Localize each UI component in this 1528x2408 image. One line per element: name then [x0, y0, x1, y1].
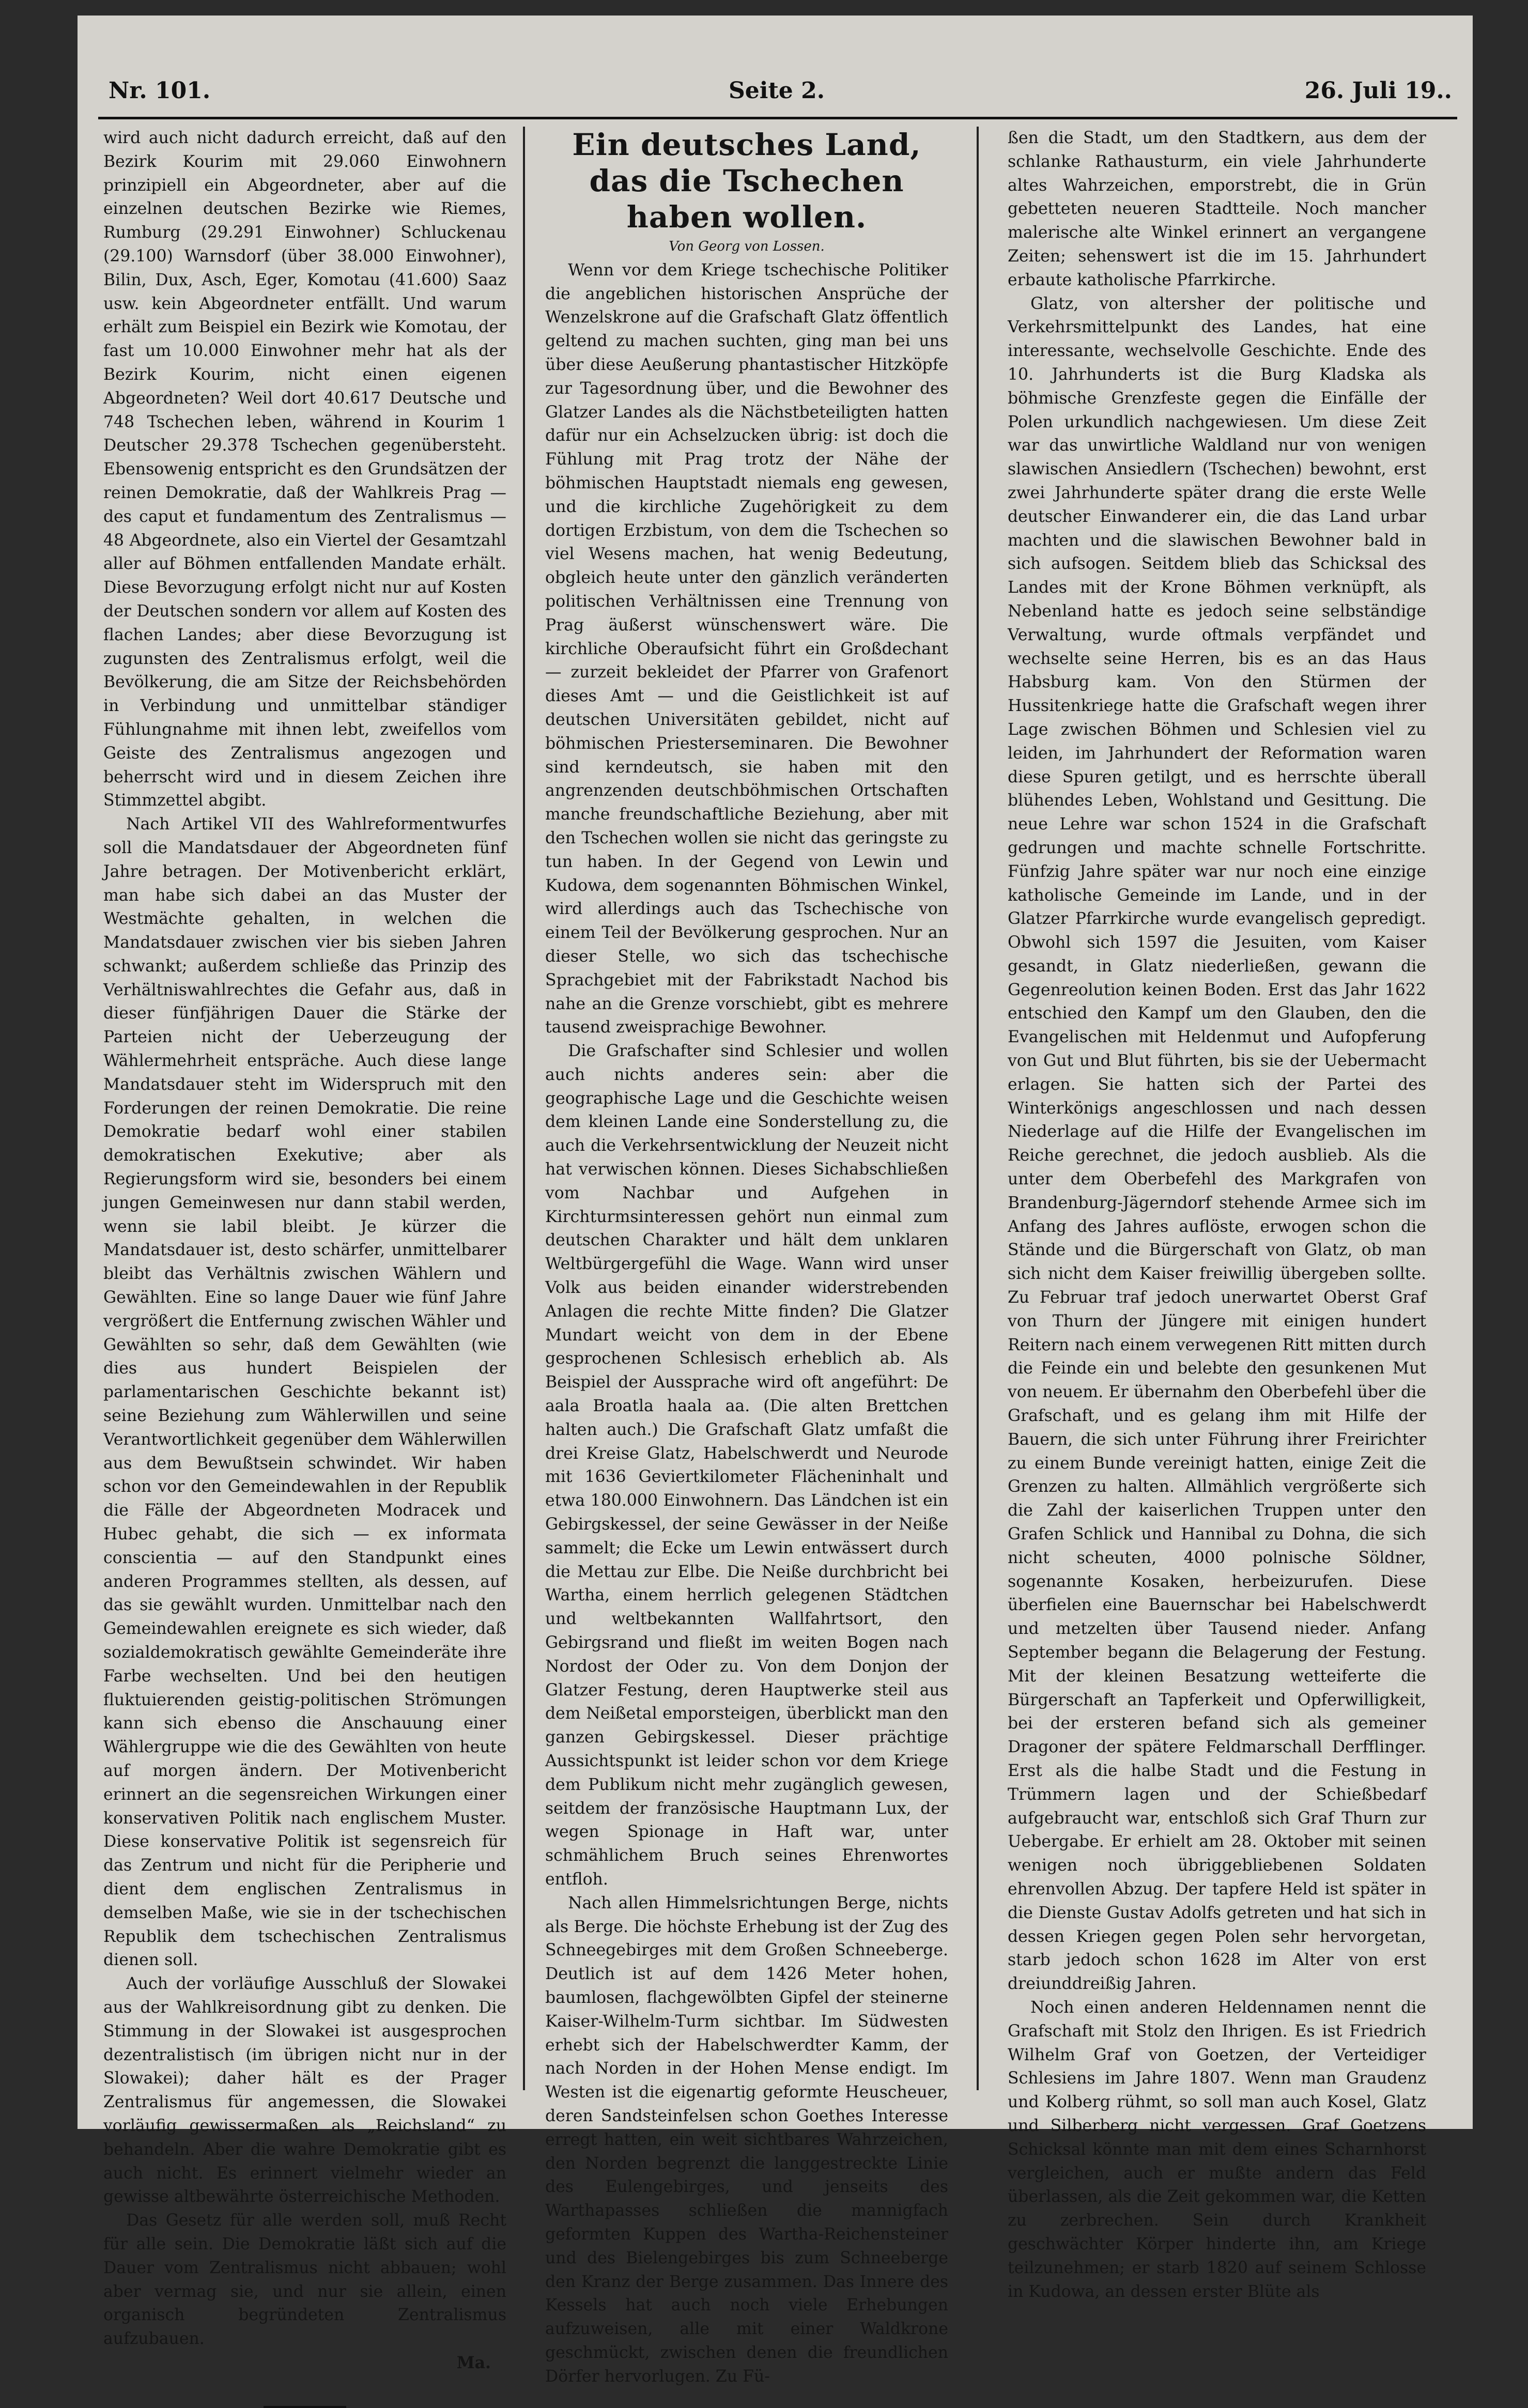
paragraph: Wenn vor dem Kriege tschechische Politiker die angeblichen historischen Ansprüche der Wenzelskrone auf die Grafschaft Glatz öffentlich geltend zu machen suchten, ging man bei uns über diese Aeußerung phantastischer Hitzköpfe zur Tagesordnung über, und die Bewohner des Glatzer Landes als die Nächstbeteiligten hatten dafür nur ein Achselzucken übrig: ist doch die Fühlung mit Prag trotz der Nähe der böhmischen Hauptstadt niemals eng gewesen, und die kirchliche Zugehörigkeit zu dem dortigen Erzbistum, von dem die Tschechen so viel Wesens machen, hat wenig Bedeutung, obgleich heute unter den gänzlich veränderten politischen Verhältnissen eine Trennung von Prag äußerst wünschenswert wäre. Die kirchliche Oberaufsicht führt ein Großdechant — zurzeit bekleidet der Pfarrer von Grafenort dieses Amt — und die Geistlichkeit ist auf deutschen Universitäten gebildet, nicht auf böhmischen Priesterseminaren. Die Bewohner sind kerndeutsch, sie haben mit den angrenzenden deutschböhmischen Ortschaften manche freundschaftliche Beziehung, aber mit den Tschechen wollen sie nicht das geringste zu tun haben. In der Gegend von Lewin und Kudowa, dem sogenannten Böhmischen Winkel, wird allerdings auch das Tschechische von einem Teil der Bevölkerung gesprochen. Nur an dieser Stelle, wo sich das tschechische Sprachgebiet mit der Fabrikstadt Nachod bis nahe an die Grenze vorschiebt, gibt es mehrere tausend zweisprachige Bewohner.	[545, 260, 948, 1037]
paragraph: ßen die Stadt, um den Stadtkern, aus dem der schlanke Rathausturm, ein viele Jahrhunderte altes Wahrzeichen, emporstrebt, die in Grün gebetteten neueren Stadtteile. Noch mancher malerische alte Winkel erinnert an vergangene Zeiten; sehenswert ist die im 15. Jahrhundert erbaute katholische Pfarrkirche.	[1008, 129, 1426, 289]
header-rule	[98, 117, 1457, 119]
column-2	[545, 127, 948, 2386]
column-1	[103, 127, 506, 2372]
column-divider	[523, 127, 525, 2090]
paragraph: Glatz, von altersher der politische und Verkehrsmittelpunkt des Landes, hat eine interessante, wechselvolle Geschichte. Ende des 10. Jahrhunderts ist die Burg Kladska als böhmische Grenzfeste gegen die Einfälle der Polen urkundlich nachgewiesen. Um diese Zeit war das unwirtliche Waldland nur von wenigen slawischen Ansiedlern (Tschechen) bewohnt, erst zwei Jahrhunderte später drang die erste Welle deutscher Einwanderer ein, die das Land urbar machten und die slawischen Bewohner bald in sich aufsogen. Seitdem blieb das Schicksal des Landes mit der Krone Böhmen verknüpft, als Nebenland hatte es jedoch seine selbständige Verwaltung, wurde oftmals verpfändet und wechselte seine Herren, bis es an das Haus Habsburg kam. Von den Stürmen der Hussitenkriege hatte die Grafschaft wegen ihrer Lage zwischen Böhmen und Schlesien viel zu leiden, im Jahrhundert der Reformation waren diese Spuren getilgt, und es herrschte überall blühendes Leben, Wohlstand und Gesittung. Die neue Lehre war schon 1524 in die Grafschaft gedrungen und machte schnelle Fortschritte. Fünfzig Jahre später war nur noch eine einzige katholische Gemeinde im Lande, und in der Glatzer Pfarrkirche wurde evangelisch gepredigt. Obwohl sich 1597 die Jesuiten, vom Kaiser gesandt, in Glatz niederließen, gewann die Gegenreolution keinen Boden. Erst das Jahr 1622 entschied den Kampf um den Glauben, den die Evangelischen mit Heldenmut und Aufopferung von Gut und Blut führten, bis sie der Uebermacht erlagen. Sie hatten sich der Partei des Winterkönigs angeschlossen und nach dessen Niederlage auf die Hilfe der Evangelischen im Reiche gerechnet, die jedoch ausblieb. Als die unter dem Oberbefehl des Markgrafen von Brandenburg-Jägerndorf stehende Armee sich im Anfang des Jahres auflöste, erwogen schon die Stände und die Bürgerschaft von Glatz, ob man sich nicht dem Kaiser freiwillig übergeben sollte. Zu Februar traf jedoch unerwartet Oberst Graf von Thurn der Jüngere mit einigen hundert Reitern nach einem verwegenen Ritt mitten durch die Feinde ein und belebte den gesunkenen Mut von neuem. Er übernahm den Oberbefehl über die Grafschaft, und es gelang ihm mit Hilfe der Bauern, die sich unter Führung ihrer Freirichter zu einem Bunde vereinigt hatten, einige Zeit die Grenzen zu halten. Allmählich vergrößerte sich die Zahl der kaiserlichen Truppen unter den Grafen Schlick und Hannibal zu Dohna, die sich nicht scheuten, 4000 polnische Söldner, sogenannte Kosaken, herbeizurufen. Diese überfielen eine Bauernschar bei Habelschwerdt und metzelten über Tausend nieder. Anfang September begann die Belagerung der Festung. Mit der kleinen Besatzung wetteiferte die Bürgerschaft an Tapferkeit und Opferwilligkeit, bei der ersteren befand sich als gemeiner Dragoner der spätere Feldmarschall Derfflinger. Erst als die halbe Stadt und die Festung in Trümmern lagen und der Schießbedarf aufgebraucht war, entschloß sich Graf Thurn zur Uebergabe. Er erhielt am 28. Oktober mit seinen wenigen noch übriggebliebenen Soldaten ehrenvollen Abzug. Der tapfere Held ist später in die Dienste Gustav Adolfs getreten und hat sich in dessen Kriegen gegen Polen sehr hervorgetan, starb jedoch schon 1628 im Alter von erst dreiunddreißig Jahren.	[1008, 294, 1426, 1994]
paragraph: Das Gesetz für alle werden soll, muß Recht für alle sein. Die Demokratie läßt sich auf die Dauer vom Zentralismus nicht abbauen; wohl aber vermag sie, und nur sie allein, einen organisch begründeten Zentralismus aufzubauen.	[103, 2211, 506, 2349]
paragraph: Noch einen anderen Heldennamen nennt die Grafschaft mit Stolz den Ihrigen. Es ist Friedrich Wilhelm Graf von Goetzen, der Verteidiger Schlesiens im Jahre 1807. Wenn man Graudenz und Kolberg rühmt, so soll man auch Kosel, Glatz und Silberberg nicht vergessen. Graf Goetzens Schicksal könnte man mit dem eines Scharnhorst vergleichen, auch er mußte andern das Feld überlassen, als die Zeit gekommen war, die Ketten zu zerbrechen. Sein durch Krankheit geschwächter Körper hinderte ihn, am Kriege teilzunehmen; er starb 1820 auf seinem Schlosse in Kudowa, an dessen erster Blüte als	[1008, 1998, 1426, 2301]
paragraph: Nach Artikel VII des Wahlreformentwurfes soll die Mandatsdauer der Abgeordneten fünf Jahre betragen. Der Motivenbericht erklärt, man habe sich dabei an das Muster der Westmächte gehalten, in welchen die Mandatsdauer zwischen vier bis sieben Jahren schwankt; außerdem schließe das Prinzip des Verhältniswahlrechtes die Gefahr aus, daß in dieser fünfjährigen Dauer die Stärke der Parteien nicht der Ueberzeugung der Wählermehrheit entspräche. Auch diese lange Mandatsdauer steht im Widerspruch mit den Forderungen der reinen Demokratie. Die reine Demokratie bedarf wohl einer stabilen demokratischen Exekutive; aber als Regierungsform wird sie, besonders bei einem jungen Gemeinwesen nur dann stabil werden, wenn sie labil bleibt. Je kürzer die Mandatsdauer ist, desto schärfer, unmittelbarer bleibt das Verhältnis zwischen Wählern und Gewählten. Eine so lange Dauer wie fünf Jahre vergrößert die Entfernung zwischen Wähler und Gewählten so sehr, daß dem Gewählten (wie dies aus hundert Beispielen der parlamentarischen Geschichte bekannt ist) seine Beziehung zum Wählerwillen und seine Verantwortlichkeit gegenüber dem Wählerwillen aus dem Bewußtsein schwindet. Wir haben schon vor den Gemeindewahlen in der Republik die Fälle der Abgeordneten Modracek und Hubec gehabt, die sich — ex informata conscientia — auf den Standpunkt eines anderen Programmes stellten, als dessen, auf das sie gewählt wurden. Unmittelbar nach den Gemeindewahlen ereignete es sich wieder, daß sozialdemokratisch gewählte Gemeinderäte ihre Farbe wechselten. Und bei den heutigen fluktuierenden geistig-politischen Strömungen kann sich ebenso die Anschauung einer Wählergruppe wie die des Gewählten von heute auf morgen ändern. Der Motivenbericht erinnert an die segensreichen Wirkungen einer konservativen Politik nach englischem Muster. Diese konservative Politik ist segensreich für das Zentrum und nicht für die Peripherie und dient dem englischen Zentralismus in demselben Maße, wie sie in der tschechischen Republik dem tschechischen Zentralismus dienen soll.	[103, 815, 506, 1970]
column-divider	[977, 127, 979, 2090]
paragraph: wird auch nicht dadurch erreicht, daß auf den Bezirk Kourim mit 29.060 Einwohnern prinzipiell ein Abgeordneter, aber auf die einzelnen deutschen Bezirke wie Riemes, Rumburg (29.291 Einwohner) Schluckenau (29.100) Warnsdorf (über 38.000 Einwohner), Bilin, Dux, Asch, Eger, Komotau (41.600) Saaz usw. kein Abgeordneter entfällt. Und warum erhält zum Beispiel ein Bezirk wie Komotau, der fast um 10.000 Einwohner mehr hat als der Bezirk Kourim, nicht einen eigenen Abgeordneten? Weil dort 40.617 Deutsche und 748 Tschechen leben, während in Kourim 1 Deutscher 29.378 Tschechen gegenübersteht. Ebensowenig entspricht es den Grundsätzen der reinen Demokratie, daß der Wahlkreis Prag — des caput et fundamentum des Zentralismus — 48 Abgeordnete, also ein Viertel der Gesamtzahl aller auf Böhmen entfallenden Mandate erhält. Diese Bevorzugung erfolgt nicht nur auf Kosten der Deutschen sondern vor allem auf Kosten des flachen Landes; aber diese Bevorzugung ist zugunsten des Zentralismus erfolgt, weil die Bevölkerung, die am Sitze der Reichsbehörden in Verbindung und unmittelbar ständiger Fühlungnahme mit ihnen lebt, zweifellos vom Geiste des Zentralismus angezogen und beherrscht wird und in diesem Zeichen ihre Stimmzettel abgibt.	[103, 129, 506, 810]
page-header	[109, 78, 1452, 114]
author-signature: Ma.	[456, 2353, 491, 2372]
page-number: Seite 2.	[729, 78, 825, 104]
end-rule	[264, 2406, 346, 2408]
column-3	[1008, 127, 1426, 2301]
paragraph: Auch der vorläufige Ausschluß der Slowakei aus der Wahlkreisordnung gibt zu denken. Die Stimmung in der Slowakei ist ausgesprochen dezentralistisch (im übrigen nicht nur in der Slowakei); daher hält es der Prager Zentralismus für angemessen, die Slowakei vorläufig gewissermaßen als „Reichsland“ zu behandeln. Aber die wahre Demokratie gibt es auch nicht. Es erinnert vielmehr wieder an gewisse altbewährte österreichische Methoden.	[103, 1974, 506, 2206]
newspaper-page	[78, 16, 1473, 2386]
article-byline: Von Georg von Lossen.	[669, 239, 825, 254]
article-title: Ein deutsches Land, das die Tschechen haben wollen.	[572, 127, 921, 235]
paragraph: Nach allen Himmelsrichtungen Berge, nichts als Berge. Die höchste Erhebung ist der Zug des Schneegebirges mit dem Großen Schneeberge. Deutlich ist auf dem 1426 Meter hohen, baumlosen, flachgewölbten Gipfel der steinerne Kaiser-Wilhelm-Turm sichtbar. Im Südwesten erhebt sich der Habelschwerdter Kamm, der nach Norden in der Hohen Mense endigt. Im Westen ist die eigenartig geformte Heuscheuer, deren Sandsteinfelsen schon Goethes Interesse erregt hatten, ein weit sichtbares Wahrzeichen, den Norden begrenzt die langgestreckte Linie des Eulengebirges, und jenseits des Warthapasses schließen die mannigfach geformten Kuppen des Wartha-Reichensteiner und des Bielengebirges bis zum Schneeberge den Kranz der Berge zusammen. Das Innere des Kessels hat auch noch viele Erhebungen aufzuweisen, alle mit einer Waldkrone geschmückt, zwischen denen die freundlichen Dörfer hervorlugen. Zu Fü-	[545, 1893, 948, 2386]
issue-date: 26. Juli 19..	[1304, 78, 1452, 104]
paragraph: Die Grafschafter sind Schlesier und wollen auch nichts anderes sein: aber die geographische Lage und die Geschichte weisen dem kleinen Lande eine Sonderstellung zu, die auch die Verkehrsentwicklung der Neuzeit nicht hat verwischen können. Dieses Sichabschließen vom Nachbar und Aufgehen in Kirchturmsinteressen gehört nun einmal zum deutschen Charakter und hält dem unklaren Weltbürgergefühl die Wage. Wann wird unser Volk aus beiden einander widerstrebenden Anlagen die rechte Mitte finden? Die Glatzer Mundart weicht von dem in der Ebene gesprochenen Schlesisch erheblich ab. Als Beispiel der Aussprache wird oft angeführt: De aala Broatla haala aa. (Die alten Brettchen halten auch.) Die Grafschaft Glatz umfaßt die drei Kreise Glatz, Habelschwerdt und Neurode mit 1636 Geviertkilometer Flächeninhalt und etwa 180.000 Einwohnern. Das Ländchen ist ein Gebirgskessel, der seine Gewässer in der Neiße sammelt; die Ecke um Lewin entwässert durch die Mettau zur Elbe. Die Neiße durchbricht bei Wartha, einem herrlich gelegenen Städtchen und weltbekannten Wallfahrtsort, den Gebirgsrand und fließt im weiten Bogen nach Nordost der Oder zu. Von dem Donjon der Glatzer Festung, deren Hauptwerke steil aus dem Neißetal emporsteigen, überblickt man den ganzen Gebirgskessel. Dieser prächtige Aussichtspunkt ist leider schon vor dem Kriege dem Publikum nicht mehr zugänglich gewesen, seitdem der französische Hauptmann Lux, der wegen Spionage in Haft war, unter schmählichem Bruch seines Ehrenwortes entfloh.	[545, 1042, 948, 1889]
issue-number: Nr. 101.	[109, 78, 211, 104]
